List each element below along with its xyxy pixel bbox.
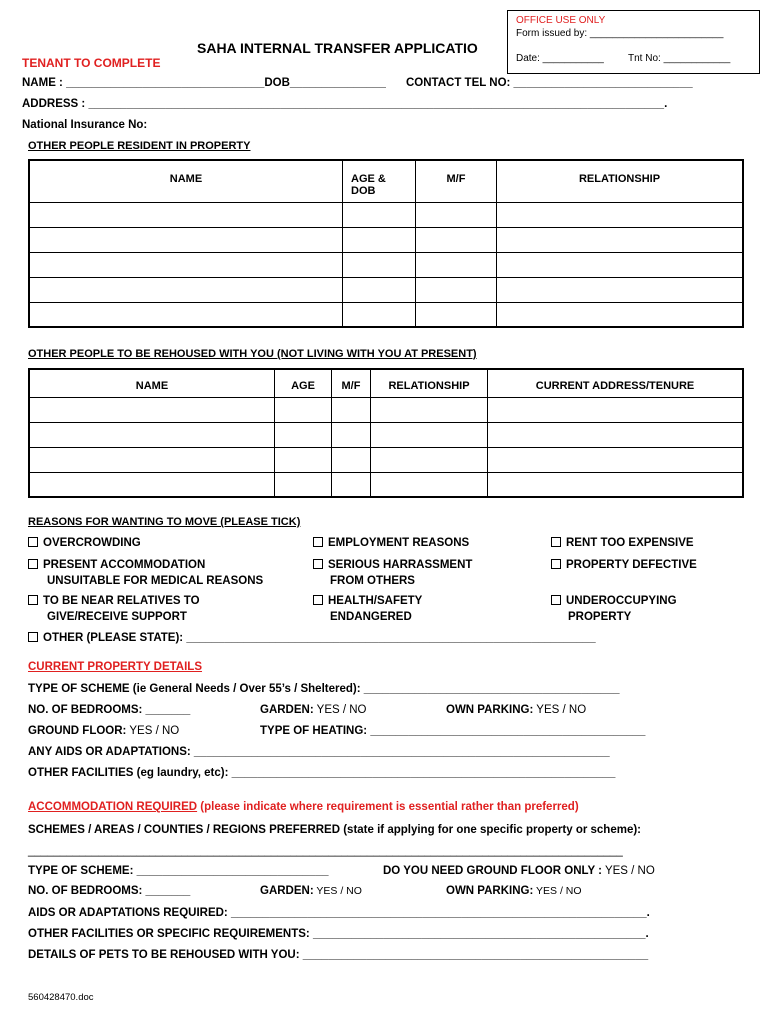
current-ground-floor-field[interactable]: GROUND FLOOR: YES / NO [28, 725, 180, 737]
table-row[interactable] [29, 472, 743, 497]
checkbox[interactable] [313, 537, 323, 547]
office-use-box [507, 10, 760, 74]
rehoused-col-relationship: RELATIONSHIP [371, 369, 488, 397]
reason-property-defective[interactable]: PROPERTY DEFECTIVE [551, 557, 697, 573]
address-field[interactable]: ADDRESS : __________________________________________________________________________________________. [22, 98, 668, 110]
checkbox[interactable] [551, 595, 561, 605]
current-aids-field[interactable]: ANY AIDS OR ADAPTATIONS: _________________________________________________________________ [28, 746, 610, 758]
required-scheme-field[interactable]: TYPE OF SCHEME: ______________________________ [28, 865, 329, 877]
checkbox[interactable] [313, 559, 323, 569]
pets-field[interactable]: DETAILS OF PETS TO BE REHOUSED WITH YOU: ______________________________________________________ [28, 949, 649, 961]
required-aids-field[interactable]: AIDS OR ADAPTATIONS REQUIRED: _________________________________________________________________. [28, 907, 650, 919]
table-row[interactable] [29, 422, 743, 447]
checkbox[interactable] [28, 632, 38, 642]
form-title: SAHA INTERNAL TRANSFER APPLICATIO [197, 40, 478, 56]
resident-col-name: NAME [29, 160, 343, 202]
current-bedrooms-field[interactable]: NO. OF BEDROOMS: _______ [28, 704, 191, 716]
form-issued-field[interactable]: Form issued by: ________________________ [516, 28, 724, 39]
table-row[interactable] [29, 202, 743, 227]
checkbox[interactable] [551, 559, 561, 569]
rehoused-heading: OTHER PEOPLE TO BE REHOUSED WITH YOU (NOT LIVING WITH YOU AT PRESENT) [28, 348, 477, 360]
current-property-heading: CURRENT PROPERTY DETAILS [28, 661, 203, 673]
contact-tel-field[interactable]: CONTACT TEL NO: ____________________________ [406, 77, 693, 89]
rehoused-col-age: AGE [275, 369, 332, 397]
checkbox[interactable] [313, 595, 323, 605]
table-row[interactable] [29, 302, 743, 327]
resident-col-relationship: RELATIONSHIP [497, 160, 744, 202]
current-facilities-field[interactable]: OTHER FACILITIES (eg laundry, etc): ____________________________________________________________ [28, 767, 616, 779]
schemes-preferred-field[interactable]: _____________________________________________________________________________________________ [28, 845, 623, 857]
required-parking-field[interactable]: OWN PARKING: YES / NO [446, 885, 582, 897]
reason-employment[interactable]: EMPLOYMENT REASONS [313, 535, 469, 551]
rehoused-col-address: CURRENT ADDRESS/TENURE [488, 369, 744, 397]
required-ground-floor-field[interactable]: DO YOU NEED GROUND FLOOR ONLY : YES / NO [383, 865, 655, 877]
reason-rent[interactable]: RENT TOO EXPENSIVE [551, 535, 694, 551]
table-row[interactable] [29, 277, 743, 302]
national-insurance-field[interactable]: National Insurance No: [22, 119, 148, 131]
required-facilities-field[interactable]: OTHER FACILITIES OR SPECIFIC REQUIREMENTS: ____________________________________________________. [28, 928, 649, 940]
table-row[interactable] [29, 252, 743, 277]
checkbox[interactable] [551, 537, 561, 547]
reason-harrassment[interactable]: SERIOUS HARRASSMENT FROM OTHERS [313, 557, 472, 589]
required-heading: ACCOMMODATION REQUIRED (please indicate where requirement is essential rather than preferred) [28, 801, 579, 813]
resident-heading: OTHER PEOPLE RESIDENT IN PROPERTY [28, 140, 251, 152]
current-parking-field[interactable]: OWN PARKING: YES / NO [446, 704, 587, 716]
checkbox[interactable] [28, 559, 38, 569]
name-dob-field[interactable]: NAME : _______________________________DOB_______________ [22, 77, 386, 89]
reason-near-relatives[interactable]: TO BE NEAR RELATIVES TO GIVE/RECEIVE SUPPORT [28, 593, 200, 625]
reason-overcrowding[interactable]: OVERCROWDING [28, 535, 141, 551]
rehoused-col-mf: M/F [332, 369, 371, 397]
footer-filename: 560428470.doc [28, 992, 94, 1003]
rehoused-table [28, 368, 744, 498]
current-heating-field[interactable]: TYPE OF HEATING: ___________________________________________ [260, 725, 646, 737]
table-row[interactable] [29, 447, 743, 472]
table-row[interactable] [29, 397, 743, 422]
required-garden-field[interactable]: GARDEN: YES / NO [260, 885, 362, 897]
resident-col-mf: M/F [416, 160, 497, 202]
reason-present-accommodation[interactable]: PRESENT ACCOMMODATION UNSUITABLE FOR MEDICAL REASONS [28, 557, 263, 589]
tnt-no-field[interactable]: Tnt No: ____________ [628, 53, 731, 64]
current-scheme-field[interactable]: TYPE OF SCHEME (ie General Needs / Over 55’s / Sheltered): ________________________________________ [28, 683, 620, 695]
required-bedrooms-field[interactable]: NO. OF BEDROOMS: _______ [28, 885, 191, 897]
reasons-heading: REASONS FOR WANTING TO MOVE (PLEASE TICK) [28, 516, 301, 528]
reason-health-safety[interactable]: HEALTH/SAFETY ENDANGERED [313, 593, 422, 625]
table-row[interactable] [29, 227, 743, 252]
office-use-title: OFFICE USE ONLY [516, 15, 606, 26]
checkbox[interactable] [28, 595, 38, 605]
tenant-heading: TENANT TO COMPLETE [22, 56, 161, 70]
checkbox[interactable] [28, 537, 38, 547]
rehoused-col-name: NAME [29, 369, 275, 397]
schemes-preferred-label: SCHEMES / AREAS / COUNTIES / REGIONS PREFERRED (state if applying for one specific property or scheme): [28, 824, 642, 836]
current-garden-field[interactable]: GARDEN: YES / NO [260, 704, 367, 716]
reason-other[interactable]: OTHER (PLEASE STATE): ________________________________________________________________ [28, 630, 596, 646]
office-date-field[interactable]: Date: ___________ [516, 53, 604, 64]
reason-underoccupying[interactable]: UNDEROCCUPYING PROPERTY [551, 593, 677, 625]
resident-table [28, 159, 744, 328]
resident-col-age: AGE & DOB [343, 160, 416, 202]
